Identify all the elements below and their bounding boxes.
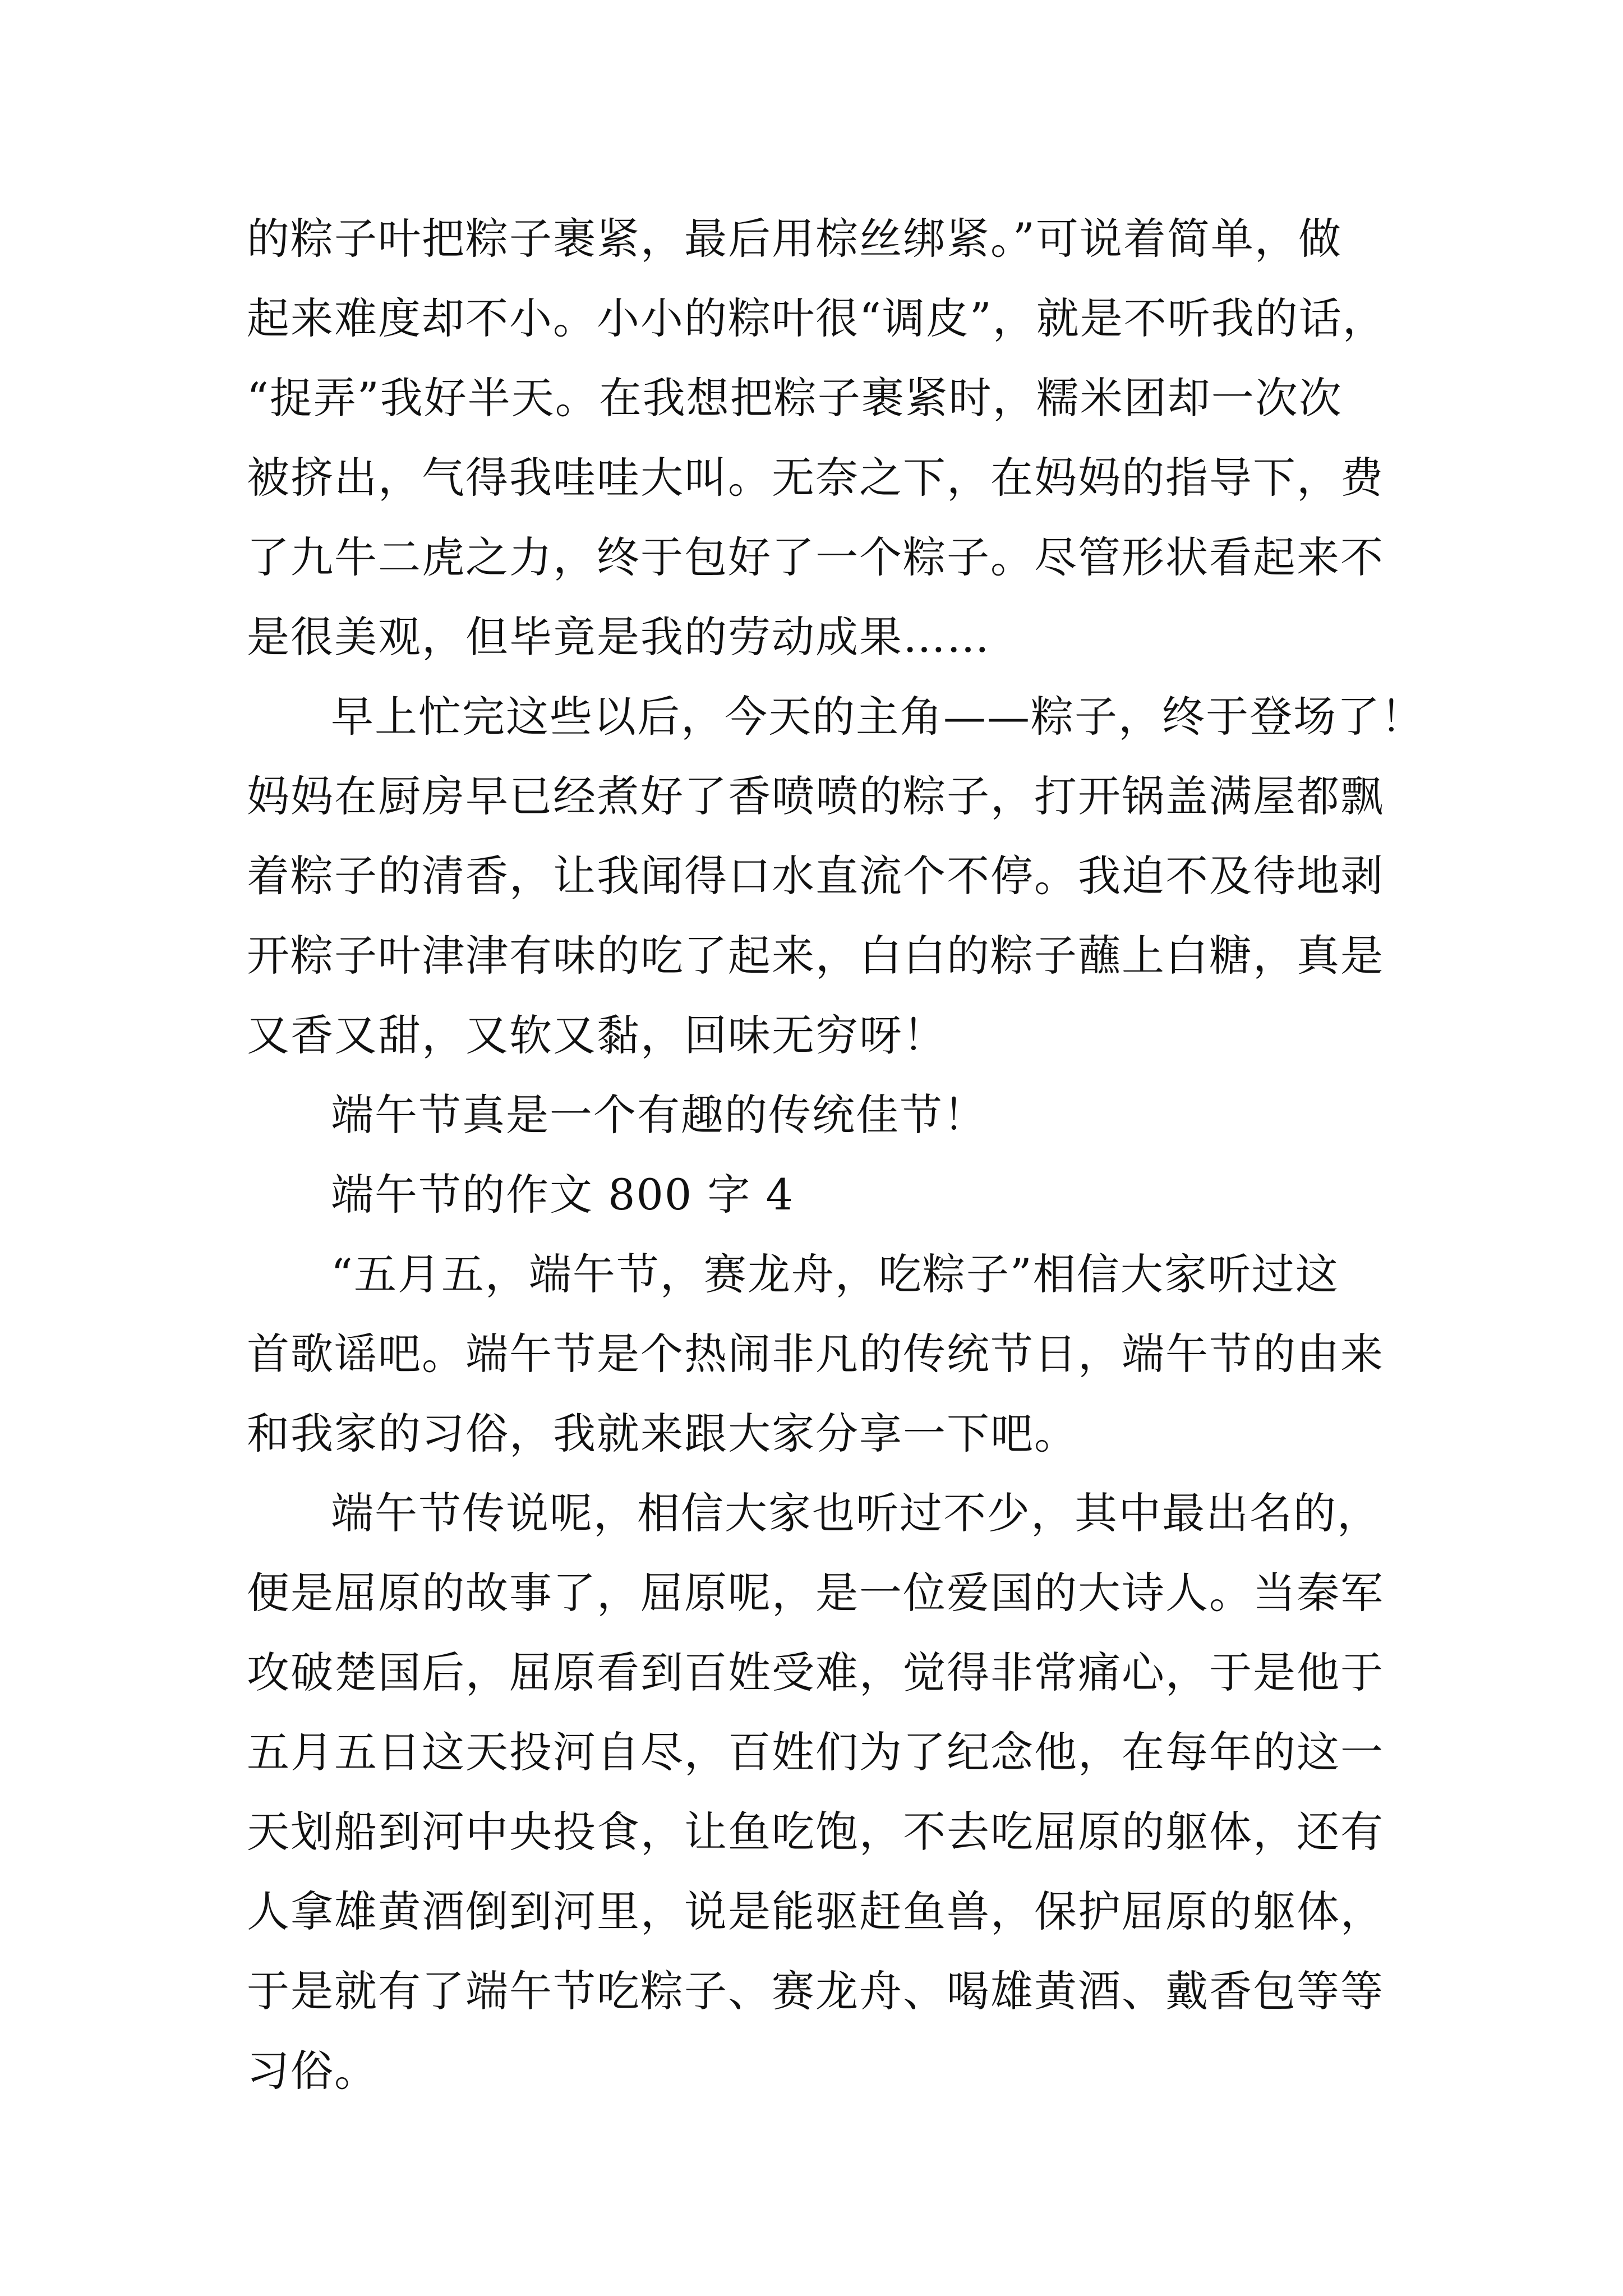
text-line: 人拿雄黄酒倒到河里，说是能驱赶鱼兽，保护屈原的躯体， (247, 1887, 1384, 1936)
text-line: 被挤出，气得我哇哇大叫。无奈之下，在妈妈的指导下，费 (247, 453, 1384, 503)
text-line: 的粽子叶把粽子裹紧，最后用棕丝绑紧。”可说着简单，做 (247, 214, 1342, 264)
text-line: 于是就有了端午节吃粽子、赛龙舟、喝雄黄酒、戴香包等等 (247, 1966, 1384, 2016)
paragraph-start-line: “五月五，端午节，赛龙舟，吃粽子”相信大家听过这 (331, 1249, 1339, 1299)
text-line: 天划船到河中央投食，让鱼吃饱，不去吃屈原的躯体，还有 (247, 1807, 1384, 1857)
text-line: 便是屈原的故事了，屈原呢，是一位爱国的大诗人。当秦军 (247, 1568, 1384, 1618)
section-heading: 端午节的作文 800 字 4 (331, 1170, 794, 1220)
paragraph-start-line: 早上忙完这些以后，今天的主角——粽子，终于登场了！ (331, 692, 1424, 742)
text-line: 攻破楚国后，屈原看到百姓受难，觉得非常痛心，于是他于 (247, 1648, 1384, 1697)
text-line: 习俗。 (247, 2046, 378, 2096)
paragraph-start-line: 端午节传说呢，相信大家也听过不少，其中最出名的， (331, 1488, 1381, 1538)
text-line: 又香又甜，又软又黏，回味无穷呀！ (247, 1010, 947, 1060)
paragraph-start-line: 端午节真是一个有趣的传统佳节！ (331, 1090, 987, 1140)
text-line: 是很美观，但毕竟是我的劳动成果…… (247, 612, 990, 662)
text-line: 首歌谣吧。端午节是个热闹非凡的传统节日，端午节的由来 (247, 1329, 1384, 1379)
text-line: 五月五日这天投河自尽，百姓们为了纪念他，在每年的这一 (247, 1727, 1384, 1777)
text-line: 着粽子的清香，让我闻得口水直流个不停。我迫不及待地剥 (247, 851, 1384, 901)
text-line: 和我家的习俗，我就来跟大家分享一下吧。 (247, 1409, 1078, 1458)
text-line: 妈妈在厨房早已经煮好了香喷喷的粽子，打开锅盖满屋都飘 (247, 771, 1384, 821)
text-line: “捉弄”我好半天。在我想把粽子裹紧时，糯米团却一次次 (247, 373, 1343, 423)
article-body (247, 199, 1424, 2111)
text-line: 起来难度却不小。小小的粽叶很“调皮”，就是不听我的话， (247, 293, 1386, 343)
text-line: 了九牛二虎之力，终于包好了一个粽子。尽管形状看起来不 (247, 532, 1384, 582)
text-line: 开粽子叶津津有味的吃了起来，白白的粽子蘸上白糖，真是 (247, 931, 1384, 981)
